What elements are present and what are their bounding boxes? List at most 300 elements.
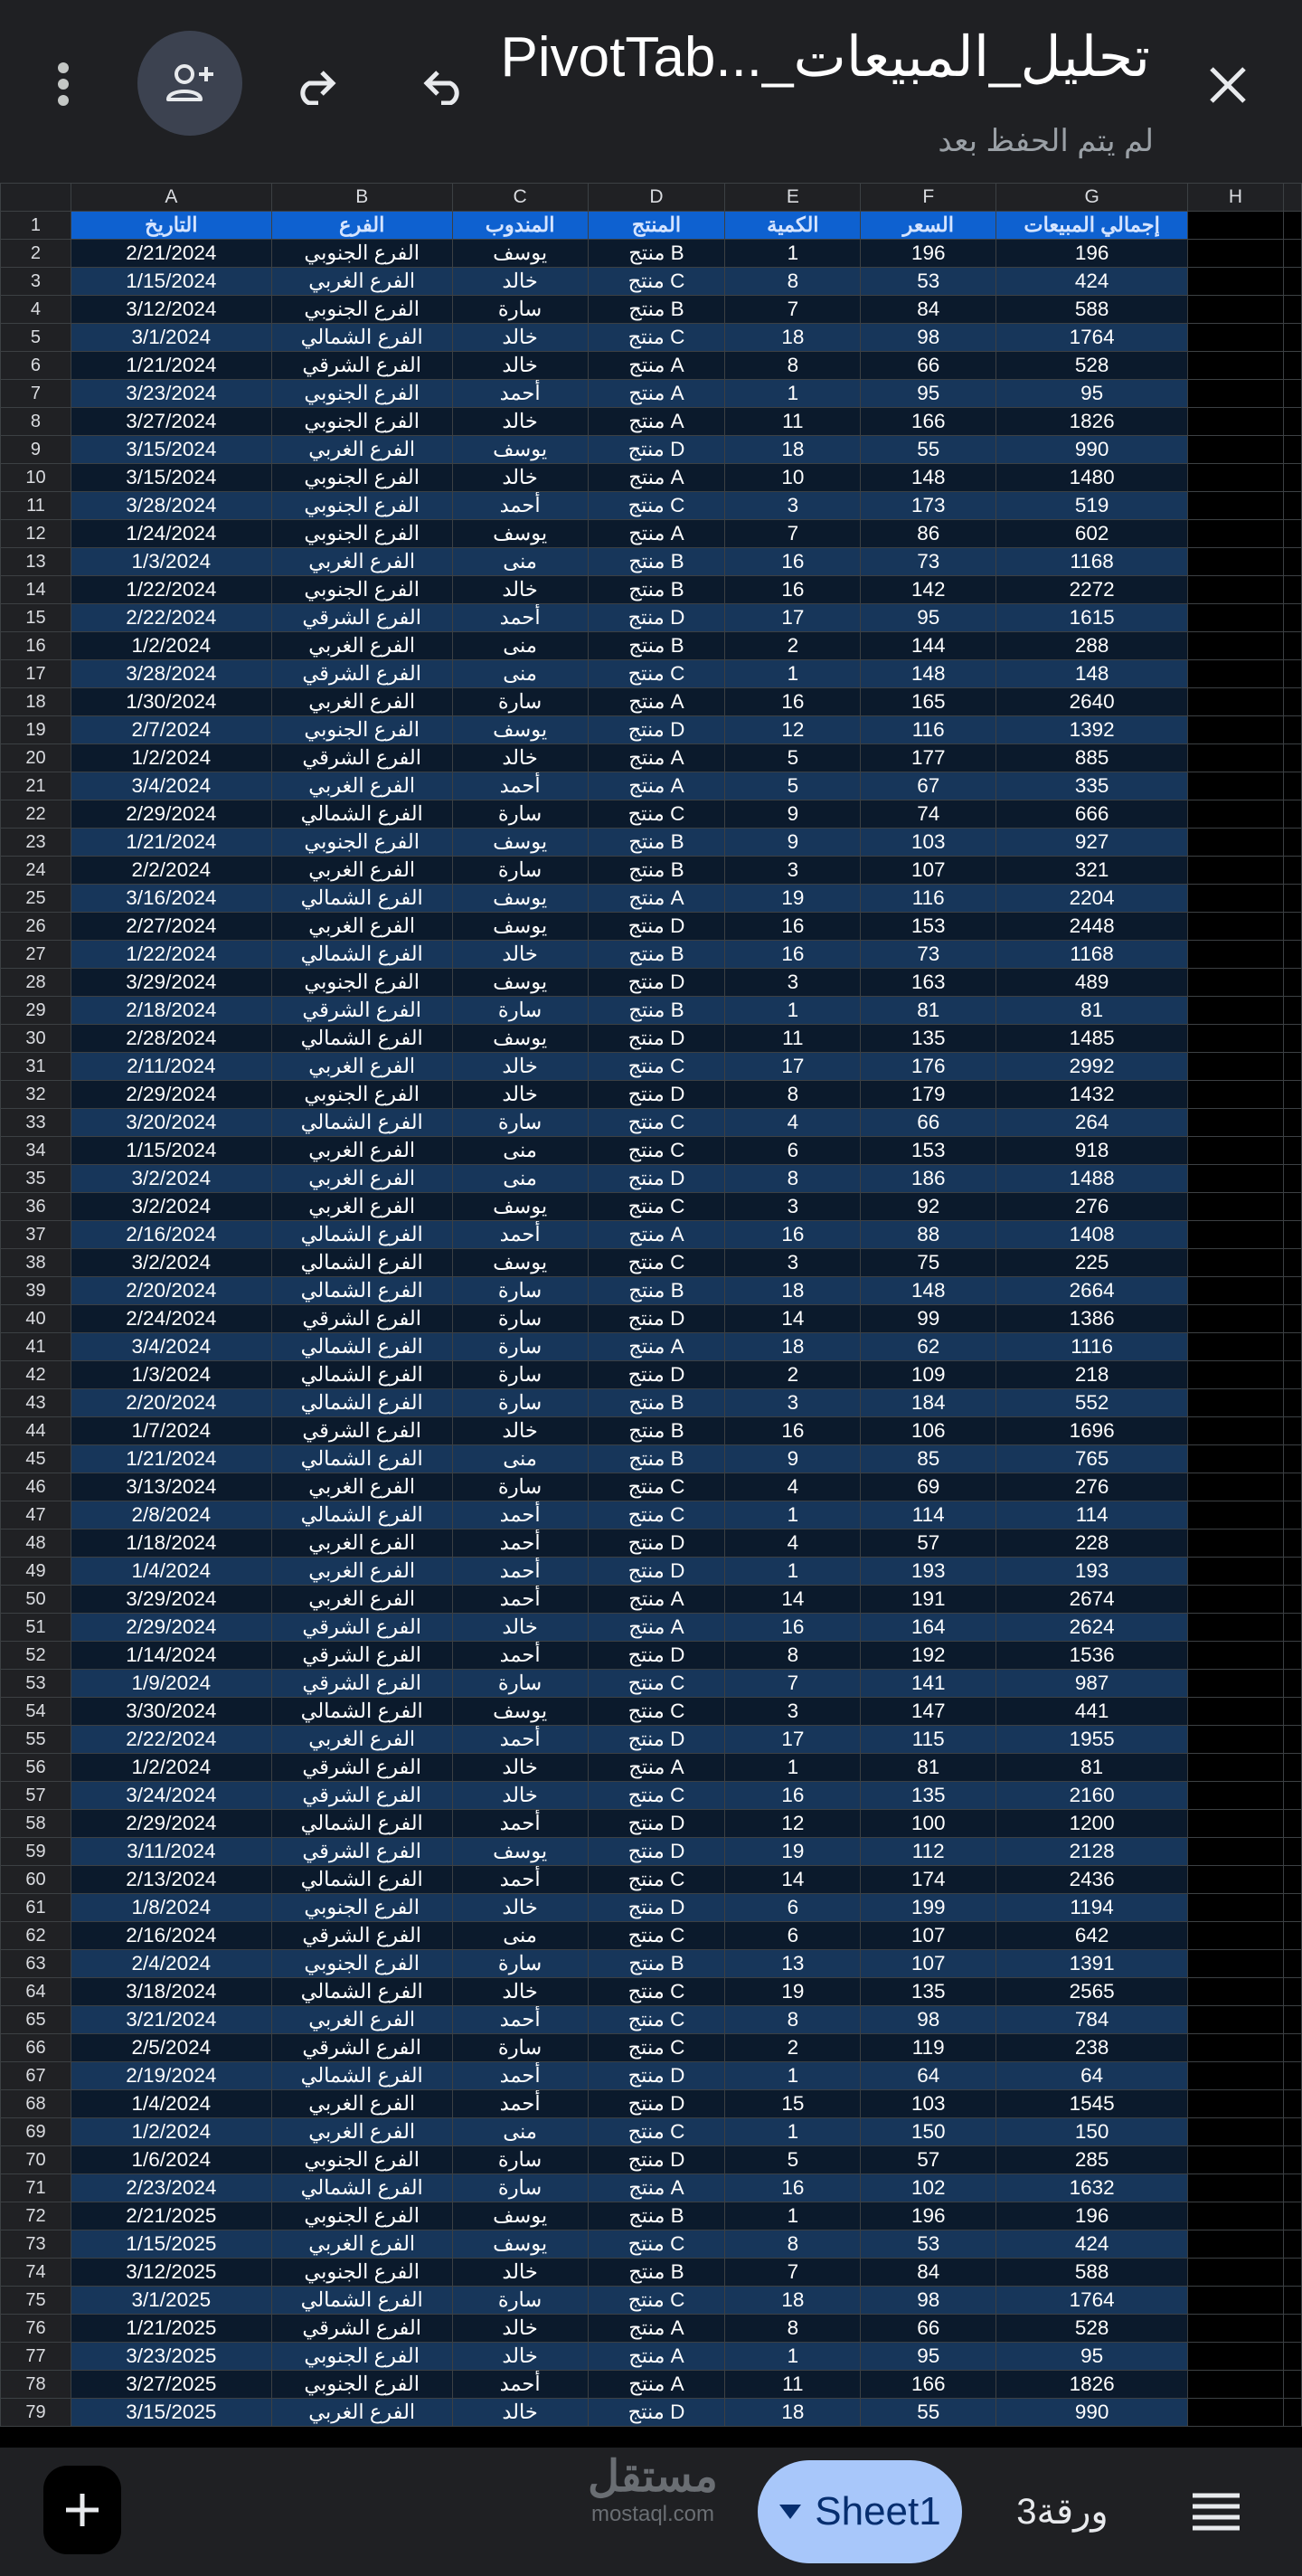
empty-cell[interactable] — [1188, 1025, 1284, 1053]
cell[interactable]: 19 — [725, 885, 861, 913]
empty-cell[interactable] — [1283, 1389, 1301, 1417]
cell[interactable]: 3/21/2024 — [71, 2006, 271, 2034]
row-header[interactable]: 53 — [1, 1670, 71, 1698]
cell[interactable]: منتج B — [588, 2202, 725, 2230]
cell[interactable]: 3/2/2024 — [71, 1249, 271, 1277]
cell[interactable]: سارة — [452, 1473, 588, 1501]
cell[interactable]: 424 — [996, 268, 1188, 296]
empty-cell[interactable] — [1283, 688, 1301, 716]
empty-cell[interactable] — [1283, 436, 1301, 464]
cell[interactable]: أحمد — [452, 1586, 588, 1614]
empty-cell[interactable] — [1283, 2287, 1301, 2315]
cell[interactable]: 18 — [725, 2399, 861, 2427]
cell[interactable]: سارة — [452, 857, 588, 885]
cell[interactable]: 174 — [861, 1866, 996, 1894]
cell[interactable]: 238 — [996, 2034, 1188, 2062]
column-title-cell[interactable]: الفرع — [271, 212, 452, 240]
cell[interactable]: 1 — [725, 1754, 861, 1782]
cell[interactable]: 2/24/2024 — [71, 1305, 271, 1333]
cell[interactable]: 153 — [861, 1137, 996, 1165]
cell[interactable]: 4 — [725, 1473, 861, 1501]
cell[interactable]: 1 — [725, 380, 861, 408]
row-header[interactable]: 41 — [1, 1333, 71, 1361]
cell[interactable]: 3/23/2025 — [71, 2343, 271, 2371]
cell[interactable]: 5 — [725, 2146, 861, 2174]
empty-cell[interactable] — [1188, 1361, 1284, 1389]
cell[interactable]: 100 — [861, 1810, 996, 1838]
empty-cell[interactable] — [1188, 604, 1284, 632]
cell[interactable]: 1168 — [996, 941, 1188, 969]
cell[interactable]: 8 — [725, 2230, 861, 2259]
empty-cell[interactable] — [1283, 1866, 1301, 1894]
cell[interactable]: 88 — [861, 1221, 996, 1249]
cell[interactable]: 1/3/2024 — [71, 1361, 271, 1389]
empty-cell[interactable] — [1283, 2034, 1301, 2062]
cell[interactable]: 1/4/2024 — [71, 1558, 271, 1586]
cell[interactable]: الفرع الشمالي — [271, 885, 452, 913]
empty-cell[interactable] — [1283, 2118, 1301, 2146]
cell[interactable]: الفرع الغربي — [271, 1165, 452, 1193]
cell[interactable]: 6 — [725, 1137, 861, 1165]
cell[interactable]: الفرع الغربي — [271, 1137, 452, 1165]
cell[interactable]: 642 — [996, 1922, 1188, 1950]
cell[interactable]: سارة — [452, 688, 588, 716]
cell[interactable]: الفرع الغربي — [271, 857, 452, 885]
cell[interactable]: 8 — [725, 2315, 861, 2343]
cell[interactable]: أحمد — [452, 2090, 588, 2118]
cell[interactable]: أحمد — [452, 1810, 588, 1838]
cell[interactable]: 1 — [725, 997, 861, 1025]
cell[interactable]: 1764 — [996, 324, 1188, 352]
cell[interactable]: 107 — [861, 1950, 996, 1978]
empty-cell[interactable] — [1188, 997, 1284, 1025]
cell[interactable]: 2 — [725, 632, 861, 660]
row-header[interactable]: 60 — [1, 1866, 71, 1894]
empty-cell[interactable] — [1188, 772, 1284, 800]
empty-cell[interactable] — [1283, 941, 1301, 969]
row-header[interactable]: 16 — [1, 632, 71, 660]
column-header-a[interactable]: A — [71, 184, 271, 212]
cell[interactable]: منتج D — [588, 1530, 725, 1558]
cell[interactable]: الفرع الشمالي — [271, 1698, 452, 1726]
row-header[interactable]: 22 — [1, 800, 71, 829]
empty-cell[interactable] — [1188, 1333, 1284, 1361]
empty-cell[interactable] — [1283, 2006, 1301, 2034]
empty-cell[interactable] — [1283, 2259, 1301, 2287]
row-header[interactable]: 15 — [1, 604, 71, 632]
cell[interactable]: 1 — [725, 1501, 861, 1530]
cell[interactable]: منتج B — [588, 1445, 725, 1473]
cell[interactable]: خالد — [452, 1614, 588, 1642]
cell[interactable]: 8 — [725, 1081, 861, 1109]
cell[interactable]: 184 — [861, 1389, 996, 1417]
cell[interactable]: سارة — [452, 2287, 588, 2315]
cell[interactable]: 1408 — [996, 1221, 1188, 1249]
row-header[interactable]: 36 — [1, 1193, 71, 1221]
cell[interactable]: 55 — [861, 2399, 996, 2427]
row-header[interactable]: 56 — [1, 1754, 71, 1782]
cell[interactable]: 81 — [996, 997, 1188, 1025]
cell[interactable]: منتج C — [588, 1473, 725, 1501]
row-header[interactable]: 21 — [1, 772, 71, 800]
cell[interactable]: 784 — [996, 2006, 1188, 2034]
row-header[interactable]: 72 — [1, 2202, 71, 2230]
cell[interactable]: منتج C — [588, 2034, 725, 2062]
cell[interactable]: 135 — [861, 1782, 996, 1810]
row-header[interactable]: 38 — [1, 1249, 71, 1277]
cell[interactable]: منتج C — [588, 1109, 725, 1137]
empty-cell[interactable] — [1283, 2062, 1301, 2090]
empty-cell[interactable] — [1188, 1221, 1284, 1249]
empty-cell[interactable] — [1283, 1473, 1301, 1501]
cell[interactable]: 3/15/2025 — [71, 2399, 271, 2427]
cell[interactable]: خالد — [452, 324, 588, 352]
cell[interactable]: 2/16/2024 — [71, 1221, 271, 1249]
cell[interactable]: منتج D — [588, 436, 725, 464]
row-header[interactable]: 32 — [1, 1081, 71, 1109]
cell[interactable]: منتج C — [588, 1053, 725, 1081]
empty-cell[interactable] — [1188, 744, 1284, 772]
cell[interactable]: 17 — [725, 1053, 861, 1081]
cell[interactable]: منتج B — [588, 1389, 725, 1417]
cell[interactable]: 2/4/2024 — [71, 1950, 271, 1978]
cell[interactable]: أحمد — [452, 2062, 588, 2090]
cell[interactable]: خالد — [452, 2259, 588, 2287]
cell[interactable]: 53 — [861, 2230, 996, 2259]
cell[interactable]: 3 — [725, 1193, 861, 1221]
empty-cell[interactable] — [1283, 352, 1301, 380]
cell[interactable]: منتج C — [588, 1193, 725, 1221]
cell[interactable]: منتج B — [588, 576, 725, 604]
cell[interactable]: سارة — [452, 2034, 588, 2062]
row-header[interactable]: 11 — [1, 492, 71, 520]
cell[interactable]: 150 — [996, 2118, 1188, 2146]
cell[interactable]: خالد — [452, 1782, 588, 1810]
cell[interactable]: منتج D — [588, 1361, 725, 1389]
cell[interactable]: أحمد — [452, 1501, 588, 1530]
cell[interactable]: 1488 — [996, 1165, 1188, 1193]
empty-cell[interactable] — [1283, 2399, 1301, 2427]
empty-cell[interactable] — [1283, 2315, 1301, 2343]
cell[interactable]: 14 — [725, 1866, 861, 1894]
cell[interactable]: أحمد — [452, 1726, 588, 1754]
cell[interactable]: 103 — [861, 2090, 996, 2118]
cell[interactable]: 148 — [861, 464, 996, 492]
cell[interactable]: يوسف — [452, 1249, 588, 1277]
row-header[interactable]: 7 — [1, 380, 71, 408]
cell[interactable]: 1/4/2024 — [71, 2090, 271, 2118]
cell[interactable]: منتج D — [588, 1838, 725, 1866]
empty-cell[interactable] — [1188, 2146, 1284, 2174]
empty-cell[interactable] — [1283, 1081, 1301, 1109]
cell[interactable]: 228 — [996, 1530, 1188, 1558]
cell[interactable]: الفرع الغربي — [271, 1193, 452, 1221]
empty-cell[interactable] — [1188, 1838, 1284, 1866]
row-header[interactable]: 40 — [1, 1305, 71, 1333]
cell[interactable]: 85 — [861, 1445, 996, 1473]
cell[interactable]: 8 — [725, 352, 861, 380]
empty-cell[interactable] — [1283, 1642, 1301, 1670]
cell[interactable]: 3 — [725, 857, 861, 885]
cell[interactable]: منتج B — [588, 1417, 725, 1445]
empty-cell[interactable] — [1283, 913, 1301, 941]
cell[interactable]: 2565 — [996, 1978, 1188, 2006]
cell[interactable]: يوسف — [452, 1193, 588, 1221]
empty-cell[interactable] — [1283, 1445, 1301, 1473]
row-header[interactable]: 79 — [1, 2399, 71, 2427]
empty-cell[interactable] — [1188, 1586, 1284, 1614]
cell[interactable]: 2624 — [996, 1614, 1188, 1642]
cell[interactable]: 285 — [996, 2146, 1188, 2174]
empty-cell[interactable] — [1188, 885, 1284, 913]
cell[interactable]: 7 — [725, 2259, 861, 2287]
cell[interactable]: 18 — [725, 1333, 861, 1361]
cell[interactable]: منتج C — [588, 1501, 725, 1530]
cell[interactable]: سارة — [452, 1277, 588, 1305]
cell[interactable]: 225 — [996, 1249, 1188, 1277]
cell[interactable]: خالد — [452, 2315, 588, 2343]
cell[interactable]: 1/21/2024 — [71, 1445, 271, 1473]
cell[interactable]: الفرع الغربي — [271, 1473, 452, 1501]
empty-cell[interactable] — [1283, 800, 1301, 829]
empty-cell[interactable] — [1188, 268, 1284, 296]
row-header[interactable]: 28 — [1, 969, 71, 997]
cell[interactable]: 98 — [861, 324, 996, 352]
empty-cell[interactable] — [1188, 1417, 1284, 1445]
cell[interactable]: 2/29/2024 — [71, 1081, 271, 1109]
empty-cell[interactable] — [1283, 1165, 1301, 1193]
cell[interactable]: 1/15/2024 — [71, 1137, 271, 1165]
cell[interactable]: 114 — [996, 1501, 1188, 1530]
row-header[interactable]: 33 — [1, 1109, 71, 1137]
cell[interactable]: 885 — [996, 744, 1188, 772]
cell[interactable]: 1480 — [996, 464, 1188, 492]
empty-cell[interactable] — [1188, 2118, 1284, 2146]
cell[interactable]: 150 — [861, 2118, 996, 2146]
cell[interactable]: منتج D — [588, 2090, 725, 2118]
cell[interactable]: 1/14/2024 — [71, 1642, 271, 1670]
cell[interactable]: 1/30/2024 — [71, 688, 271, 716]
cell[interactable]: 1391 — [996, 1950, 1188, 1978]
cell[interactable]: 3 — [725, 1249, 861, 1277]
cell[interactable]: 73 — [861, 548, 996, 576]
empty-cell[interactable] — [1188, 1922, 1284, 1950]
cell[interactable]: 14 — [725, 1305, 861, 1333]
cell[interactable]: 173 — [861, 492, 996, 520]
cell[interactable]: الفرع الجنوبي — [271, 2146, 452, 2174]
cell[interactable]: الفرع الشمالي — [271, 1361, 452, 1389]
cell[interactable]: 164 — [861, 1614, 996, 1642]
cell[interactable]: 3/12/2024 — [71, 296, 271, 324]
cell[interactable]: الفرع الغربي — [271, 1586, 452, 1614]
empty-cell[interactable] — [1188, 1558, 1284, 1586]
cell[interactable]: 3/2/2024 — [71, 1165, 271, 1193]
cell[interactable]: 3/27/2025 — [71, 2371, 271, 2399]
cell[interactable]: 288 — [996, 632, 1188, 660]
empty-cell[interactable] — [1188, 1670, 1284, 1698]
cell[interactable]: الفرع الشمالي — [271, 1810, 452, 1838]
column-title-cell[interactable]: المندوب — [452, 212, 588, 240]
cell[interactable]: الفرع الجنوبي — [271, 2259, 452, 2287]
column-title-cell[interactable]: الكمية — [725, 212, 861, 240]
cell[interactable]: منتج A — [588, 1754, 725, 1782]
empty-cell[interactable] — [1188, 324, 1284, 352]
empty-cell[interactable] — [1188, 1698, 1284, 1726]
cell[interactable]: الفرع الغربي — [271, 772, 452, 800]
empty-cell[interactable] — [1283, 1950, 1301, 1978]
empty-cell[interactable] — [1283, 1501, 1301, 1530]
cell[interactable]: 16 — [725, 1221, 861, 1249]
cell[interactable]: 1/8/2024 — [71, 1894, 271, 1922]
cell[interactable]: منتج D — [588, 969, 725, 997]
cell[interactable]: 2/2/2024 — [71, 857, 271, 885]
empty-cell[interactable] — [1188, 1978, 1284, 2006]
cell[interactable]: 3/1/2025 — [71, 2287, 271, 2315]
cell[interactable]: منتج A — [588, 2343, 725, 2371]
cell[interactable]: الفرع الشمالي — [271, 1249, 452, 1277]
cell[interactable]: الفرع الشرقي — [271, 2034, 452, 2062]
cell[interactable]: سارة — [452, 1333, 588, 1361]
cell[interactable]: أحمد — [452, 492, 588, 520]
empty-cell[interactable] — [1283, 1978, 1301, 2006]
empty-cell[interactable] — [1188, 1950, 1284, 1978]
cell[interactable]: 1/22/2024 — [71, 576, 271, 604]
empty-cell[interactable] — [1188, 2006, 1284, 2034]
empty-cell[interactable] — [1188, 1277, 1284, 1305]
cell[interactable]: 1200 — [996, 1810, 1188, 1838]
column-header-i[interactable] — [1283, 184, 1301, 212]
empty-cell[interactable] — [1283, 408, 1301, 436]
cell[interactable]: 528 — [996, 352, 1188, 380]
cell[interactable]: الفرع الجنوبي — [271, 296, 452, 324]
cell[interactable]: 109 — [861, 1361, 996, 1389]
sheet-list-button[interactable] — [1184, 2480, 1248, 2543]
cell[interactable]: 14 — [725, 1586, 861, 1614]
cell[interactable]: خالد — [452, 1978, 588, 2006]
cell[interactable]: 1/21/2025 — [71, 2315, 271, 2343]
row-header[interactable]: 20 — [1, 744, 71, 772]
cell[interactable]: 3/29/2024 — [71, 969, 271, 997]
cell[interactable]: منتج D — [588, 1642, 725, 1670]
cell[interactable]: خالد — [452, 576, 588, 604]
cell[interactable]: 3/20/2024 — [71, 1109, 271, 1137]
cell[interactable]: 1/21/2024 — [71, 829, 271, 857]
cell[interactable]: 16 — [725, 941, 861, 969]
cell[interactable]: خالد — [452, 2399, 588, 2427]
spreadsheet-grid-area[interactable] — [0, 183, 1302, 2448]
empty-cell[interactable] — [1188, 1614, 1284, 1642]
cell[interactable]: 95 — [861, 604, 996, 632]
sheet-tab-other[interactable]: ورقة3 — [1016, 2492, 1109, 2532]
cell[interactable]: 177 — [861, 744, 996, 772]
cell[interactable]: سارة — [452, 2174, 588, 2202]
empty-cell[interactable] — [1283, 1277, 1301, 1305]
cell[interactable]: 11 — [725, 2371, 861, 2399]
cell[interactable]: منتج A — [588, 1333, 725, 1361]
cell[interactable]: 115 — [861, 1726, 996, 1754]
column-header-b[interactable]: B — [271, 184, 452, 212]
cell[interactable]: 17 — [725, 1726, 861, 1754]
row-header[interactable]: 42 — [1, 1361, 71, 1389]
cell[interactable]: 588 — [996, 296, 1188, 324]
empty-cell[interactable] — [1188, 240, 1284, 268]
row-header[interactable]: 74 — [1, 2259, 71, 2287]
column-header-c[interactable]: C — [452, 184, 588, 212]
empty-cell[interactable] — [1188, 2371, 1284, 2399]
cell[interactable]: 17 — [725, 604, 861, 632]
cell[interactable]: 1 — [725, 660, 861, 688]
empty-cell[interactable] — [1188, 2259, 1284, 2287]
cell[interactable]: 102 — [861, 2174, 996, 2202]
column-title-cell[interactable]: إجمالي المبيعات — [996, 212, 1188, 240]
empty-cell[interactable] — [1283, 1726, 1301, 1754]
redo-button[interactable] — [282, 49, 351, 118]
cell[interactable]: 3/2/2024 — [71, 1193, 271, 1221]
cell[interactable]: 98 — [861, 2006, 996, 2034]
empty-cell[interactable] — [1188, 913, 1284, 941]
cell[interactable]: 2/27/2024 — [71, 913, 271, 941]
column-title-cell[interactable]: السعر — [861, 212, 996, 240]
cell[interactable]: الفرع الشرقي — [271, 1417, 452, 1445]
cell[interactable]: الفرع الشرقي — [271, 1838, 452, 1866]
column-header-e[interactable]: E — [725, 184, 861, 212]
cell[interactable]: 16 — [725, 2174, 861, 2202]
cell[interactable]: 2 — [725, 1361, 861, 1389]
row-header[interactable]: 67 — [1, 2062, 71, 2090]
cell[interactable]: 3 — [725, 1389, 861, 1417]
empty-cell[interactable] — [1283, 1137, 1301, 1165]
row-header[interactable]: 31 — [1, 1053, 71, 1081]
empty-cell[interactable] — [1283, 1810, 1301, 1838]
cell[interactable]: الفرع الغربي — [271, 2118, 452, 2146]
row-header[interactable]: 78 — [1, 2371, 71, 2399]
cell[interactable]: الفرع الشمالي — [271, 2062, 452, 2090]
cell[interactable]: منتج D — [588, 1894, 725, 1922]
empty-cell[interactable] — [1188, 829, 1284, 857]
cell[interactable]: 3/4/2024 — [71, 1333, 271, 1361]
cell[interactable]: منتج B — [588, 1950, 725, 1978]
cell[interactable]: خالد — [452, 2343, 588, 2371]
cell[interactable]: 18 — [725, 1277, 861, 1305]
column-header-d[interactable]: D — [588, 184, 725, 212]
row-header[interactable]: 2 — [1, 240, 71, 268]
cell[interactable]: الفرع الجنوبي — [271, 1950, 452, 1978]
cell[interactable]: 66 — [861, 2315, 996, 2343]
cell[interactable]: 1 — [725, 2062, 861, 2090]
cell[interactable]: 13 — [725, 1950, 861, 1978]
cell[interactable]: منتج B — [588, 240, 725, 268]
cell[interactable]: 9 — [725, 829, 861, 857]
cell[interactable]: 1615 — [996, 604, 1188, 632]
cell[interactable]: 196 — [996, 240, 1188, 268]
cell[interactable]: 1/2/2024 — [71, 1754, 271, 1782]
cell[interactable]: 2/21/2025 — [71, 2202, 271, 2230]
empty-cell[interactable] — [1283, 1221, 1301, 1249]
cell[interactable]: 196 — [861, 240, 996, 268]
cell[interactable]: 7 — [725, 296, 861, 324]
cell[interactable]: الفرع الجنوبي — [271, 969, 452, 997]
cell[interactable]: 84 — [861, 296, 996, 324]
cell[interactable]: 74 — [861, 800, 996, 829]
cell[interactable]: منتج A — [588, 408, 725, 436]
cell[interactable]: 2204 — [996, 885, 1188, 913]
cell[interactable]: 75 — [861, 1249, 996, 1277]
cell[interactable]: منتج D — [588, 2146, 725, 2174]
cell[interactable]: 66 — [861, 1109, 996, 1137]
cell[interactable]: منتج A — [588, 1221, 725, 1249]
cell[interactable]: منتج B — [588, 296, 725, 324]
row-header[interactable]: 54 — [1, 1698, 71, 1726]
